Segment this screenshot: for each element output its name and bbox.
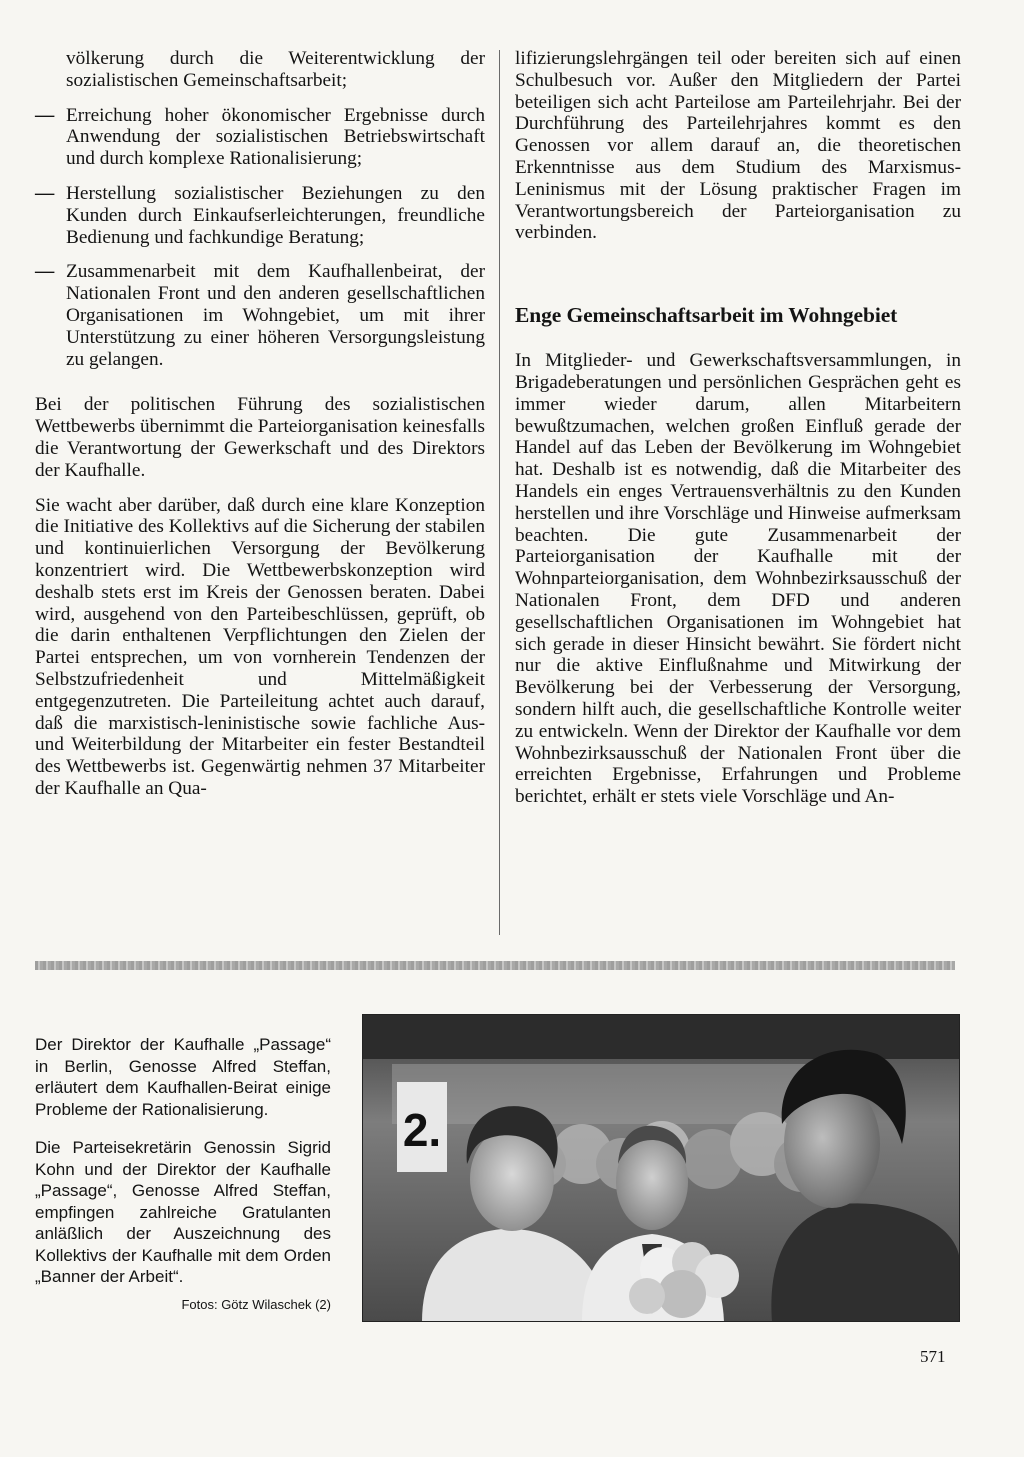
bullet-dash: — xyxy=(35,182,55,204)
bullet-dash: — xyxy=(35,104,55,126)
news-photo xyxy=(362,1014,960,1322)
section-subheading: Enge Gemeinschaftsarbeit im Wohngebiet xyxy=(515,303,898,328)
bullet-text: Erreichung hoher ökonomischer Ergebnisse durch Anwendung der sozialistischen Betriebswirtschaft und durch komplexe Rationalisierung; xyxy=(66,104,485,170)
bullet-text: Zusammenarbeit mit dem Kaufhallenbeirat, der Nationalen Front und den anderen gesellschaftlichen Organisationen im Wohngebiet, um mit ihrer Unterstützung zu einer höheren Versorgungsleistung zu gelangen. xyxy=(66,261,485,370)
bullet-item xyxy=(35,261,485,370)
photo-caption: Der Direktor der Kaufhalle „Passage“ in Berlin, Genosse Alfred Steffan, erläutert dem Kaufhallen-Beirat einige Probleme der Rationalisierung. xyxy=(35,1035,331,1119)
intro-continuation: völkerung durch die Weiterentwicklung der sozialistischen Gemeinschaftsarbeit; xyxy=(66,48,485,91)
right-column xyxy=(515,48,961,821)
section-divider xyxy=(35,961,955,970)
bullet-item xyxy=(35,105,485,170)
body-paragraph: In Mitglieder- und Gewerkschaftsversammlungen, in Brigadeberatungen und persönlichen Gesprächen geht es immer wieder darum, allen Mitarbeitern bewußtzumachen, welchen großen Einfluß gerade der Handel auf das Leben der Bevölkerung im Wohngebiet hat. Deshalb ist es notwendig, daß die Mitarbeiter des Handels ein enges Vertrauensverhältnis zu den Kunden herstellen und ihre Vorschläge und Hinweise aufmerksam beachten. Die gute Zusammenarbeit der Parteiorganisation der Kaufhalle mit der Wohnparteiorganisation, dem Wohnbezirksausschuß der Nationalen Front, dem DFD und anderen gesellschaftlichen Organisationen im Wohngebiet hat sich gerade in dieser Hinsicht bewährt. Sie fördert nicht nur die aktive Einflußnahme und Mitwirkung der Bevölkerung bei der Verbesserung der Versorgung, sondern hilft auch, die gesellschaftliche Kontrolle weiter zu entwickeln. Wenn der Direktor der Kaufhalle vor dem Wohnbezirksausschuß der Nationalen Front über die erreichten Ergebnisse, Erfahrungen und Probleme berichtet, erhält er stets viele Vorschläge und An- xyxy=(515,350,961,808)
page-number: 571 xyxy=(920,1347,946,1366)
left-column xyxy=(35,48,485,813)
column-rule xyxy=(499,50,500,935)
sign-number: 2. xyxy=(402,1104,442,1156)
bullet-item xyxy=(35,183,485,248)
body-paragraph: Bei der politischen Führung des sozialistischen Wettbewerbs übernimmt die Parteiorganisation keinesfalls die Verantwortung der Gewerkschaft und des Direktors der Kaufhalle. xyxy=(35,394,486,481)
bullet-dash: — xyxy=(35,261,55,283)
photo-caption: Die Parteisekretärin Genossin Sigrid Kohn und der Direktor der Kaufhalle „Passage“, Genosse Alfred Steffan, empfingen zahlreiche Gratulanten anläßlich der Auszeichnung des Kollektivs der Kaufhalle mit dem Orden „Banner der Arbeit“. xyxy=(35,1138,331,1286)
body-paragraph: lifizierungslehrgängen teil oder bereiten sich auf einen Schulbesuch vor. Außer den Mitgliedern der Partei beteiligen sich acht Parteilose am Parteilehrjahr. Bei der Durchführung des Parteilehrjahres kommt es den Genossen vor allem darauf an, die theoretischen Erkenntnisse aus dem Studium des Marxismus-Leninismus mit der Lösung praktischer Fragen im Verantwortungsbereich der Parteiorganisation zu verbinden. xyxy=(515,48,961,244)
photo-illustration xyxy=(362,1014,960,1322)
body-paragraph: Sie wacht aber darüber, daß durch eine klare Konzeption die Initiative des Kollektivs auf die Sicherung der stabilen und kontinuierlichen Versorgung der Bevölkerung konzentriert wird. Die Wettbewerbskonzeption wird deshalb stets erst im Kreis der Genossen beraten. Dabei wird, ausgehend von den Parteibeschlüssen, geprüft, ob die darin enthaltenen Verpflichtungen den Zielen der Partei entsprechen, um von vornherein Tendenzen der Selbstzufriedenheit und Mittelmäßigkeit entgegenzutreten. Die Parteileitung achtet auch darauf, daß die marxistisch-leninistische sowie fachliche Aus- und Weiterbildung der Mitarbeiter ein fester Bestandteil des Wettbewerbs ist. Gegenwärtig nehmen 37 Mitarbeiter der Kaufhalle an Qua- xyxy=(35,494,485,799)
photo-captions xyxy=(35,1034,331,1305)
photo-credit: Fotos: Götz Wilaschek (2) xyxy=(181,1297,331,1312)
bullet-text: Herstellung sozialistischer Beziehungen zu den Kunden durch Einkaufserleichterungen, freundliche Bedienung und fachkundige Beratung; xyxy=(66,182,485,248)
